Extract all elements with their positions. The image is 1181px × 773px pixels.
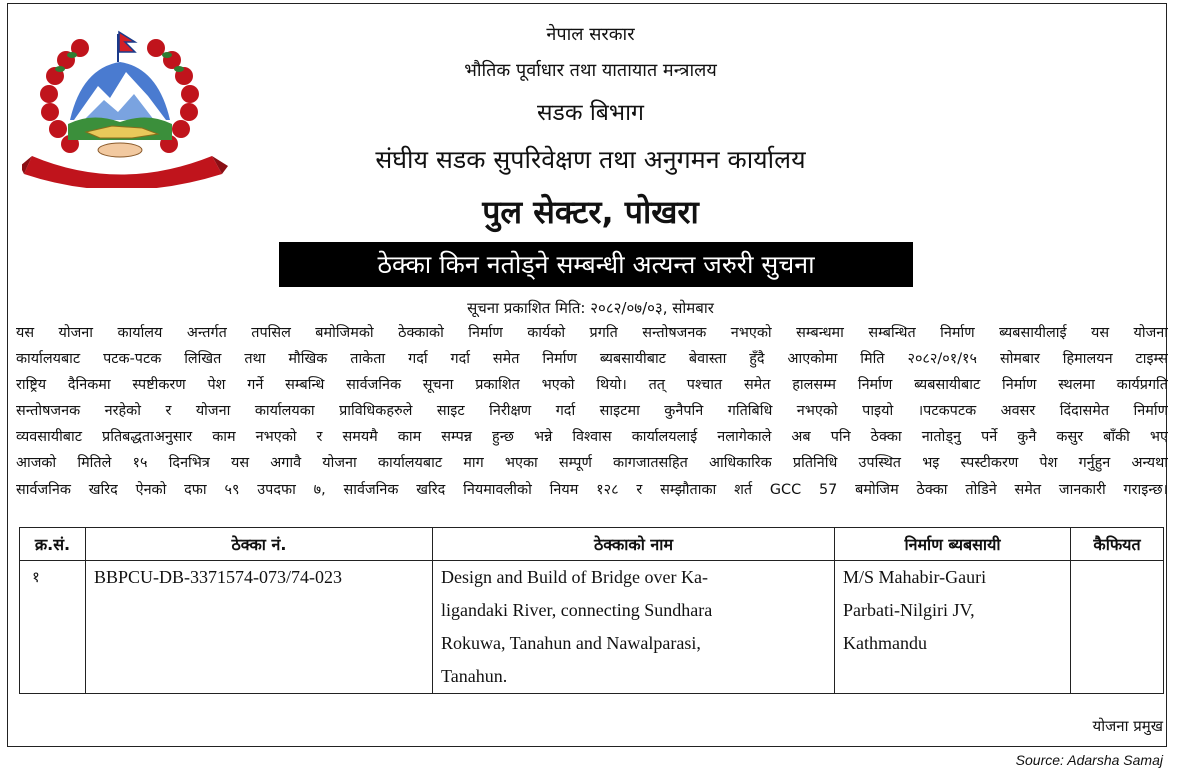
body-line: यस योजना कार्यालय अन्तर्गत तपसिल बमोजिमको ठेक्काको निर्माण कार्यको प्रगति सन्तोषजनक नभएको सम्बन्धमा सम्बन्धित निर्माण ब्यबसायीलाई यस योजना [16,325,1168,341]
published-date: सूचना प्रकाशित मिति: २०८२/०७/०३, सोमबार [467,299,714,317]
contract-name-line: Rokuwa, Tanahun and Nawalparasi, [441,633,701,653]
notice-body [16,320,1168,503]
contract-name-line: ligandaki River, connecting Sundhara [441,600,713,620]
cell-contract-name [433,561,835,694]
body-line: कार्यालयबाट पटक-पटक लिखित तथा मौखिक ताकेता गर्दा गर्दा समेत निर्माण ब्यबसायीबाट बेवास्ता हुँदै आएकोमा मिति २०८२/०१/१५ सोमबार हिमालयन टाइम्स [16,351,1168,368]
cell-contract-no: BBPCU-DB-3371574-073/74-023 [86,561,433,694]
body-line: सार्वजनिक खरिद ऐनको दफा ५९ उपदफा ७, सार्वजनिक खरिद नियमावलीको नियम १२८ र सम्झौताका शर्त GCC 57 बमोजिम ठेक्का तोडिने समेत जानकारी गराइन्छ। [16,481,1168,498]
col-header-contractor: निर्माण ब्यबसायी [835,528,1071,561]
col-header-remarks: कैफियत [1071,528,1164,561]
cell-contractor [835,561,1071,694]
col-header-sn: क्र.सं. [20,528,86,561]
body-line: राष्ट्रिय दैनिकमा स्पष्टीकरण पेश गर्ने सम्बन्धि सार्वजनिक सूचना प्रकाशित भएको थियो। तत् पश्चात समेत हालसम्म निर्माण ब्यबसायीबाट निर्माण स्थलमा कार्यप्रगति [16,377,1168,394]
header-government: नेपाल सरकार [546,24,635,45]
contract-name-line: Design and Build of Bridge over Ka- [441,567,708,587]
cell-remarks [1071,561,1164,694]
contract-name-line: Tanahun. [441,666,508,686]
contract-table [19,527,1164,694]
header-department: सडक बिभाग [537,100,644,126]
table-row [20,561,1164,694]
cell-sn: १ [20,561,86,694]
body-line: सन्तोषजनक नरहेको र योजना कार्यालयका प्राविधिकहरुले साइट निरीक्षण गर्दा साइटमा कुनैपनि गतिबिधि नभएको पाइयो ।पटकपटक अवसर दिंदासमेत निर्माण [16,403,1168,420]
table-header-row [20,528,1164,561]
signature-title: योजना प्रमुख [1092,717,1163,735]
contractor-line: Kathmandu [843,633,927,653]
contractor-line: M/S Mahabir-Gauri [843,567,987,587]
col-header-contract-no: ठेक्का नं. [86,528,433,561]
source-credit: Source: Adarsha Samaj [1015,752,1163,768]
col-header-contract-name: ठेक्काको नाम [433,528,835,561]
notice-title-banner: ठेक्का किन नतोड्ने सम्बन्धी अत्यन्त जरुरी सुचना [279,242,913,287]
body-line: आजको मितिले १५ दिनभित्र यस अगावै योजना कार्यालयबाट माग भएका सम्पूर्ण कागजातसहित आधिकारिक प्रतिनिधि उपस्थित भइ स्पस्टीकरण पेश गर्नुहुन अन्यथा [16,455,1168,472]
body-line: व्यवसायीबाट प्रतिबद्धताअनुसार काम नभएको र समयमै काम सम्पन्न हुन्छ भन्ने विश्वास कार्यालयलाई नलागेकाले अब पनि ठेक्का नातोड्नु पर्ने कुनै कसुर बाँकी भए [16,429,1168,446]
contractor-line: Parbati-Nilgiri JV, [843,600,975,620]
header-sector: पुल सेक्टर, पोखरा [482,193,699,231]
header-office: संघीय सडक सुपरिवेक्षण तथा अनुगमन कार्यालय [375,145,806,174]
header-ministry: भौतिक पूर्वाधार तथा यातायात मन्त्रालय [464,60,717,81]
